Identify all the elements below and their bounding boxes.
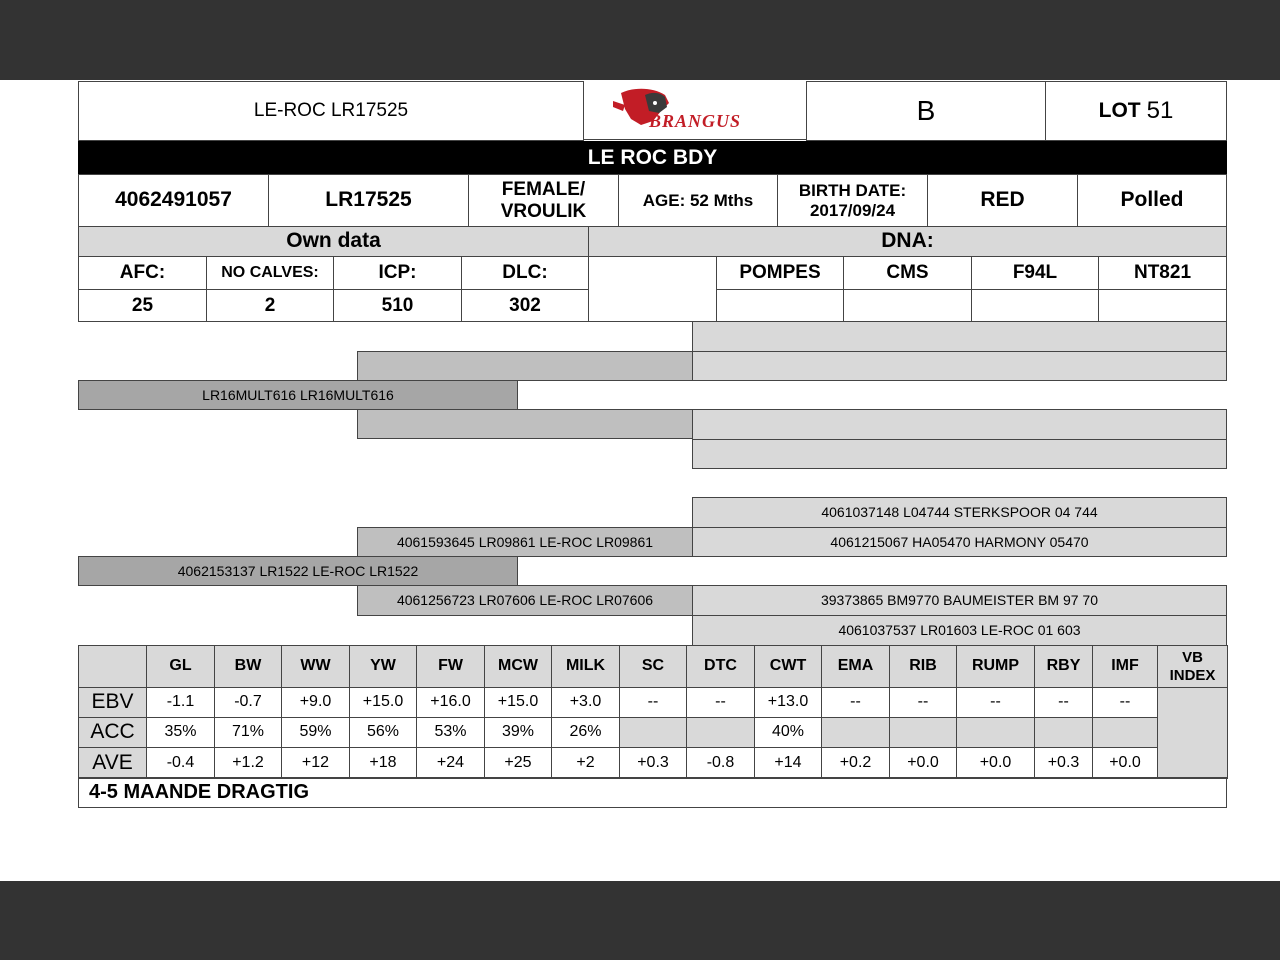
ebv-header-imf: IMF [1092,645,1158,688]
dam-sire: 4061593645 LR09861 LE-ROC LR09861 [357,527,693,557]
dam-dam-sire: 39373865 BM9770 BAUMEISTER BM 97 70 [692,585,1227,616]
ebv-cell-ave-gl: -0.4 [146,747,215,779]
ebv-header-gl: GL [146,645,215,688]
horn-status: Polled [1077,174,1227,227]
ebv-cell-acc-imf [1092,717,1158,748]
dna-value-pompes [716,289,844,322]
birth-label: BIRTH DATE: [798,180,907,200]
ebv-cell-acc-yw: 56% [349,717,417,748]
sex [468,174,619,227]
ebv-row-label-ave: AVE [78,747,147,779]
grade: B [806,81,1046,141]
ebv-row-label-ebv: EBV [78,687,147,718]
own-header-icp: ICP: [333,256,462,290]
dam-dam-dam: 4061037537 LR01603 LE-ROC 01 603 [692,615,1227,646]
ebv-cell-acc-fw: 53% [416,717,485,748]
dna-header-pompes: POMPES [716,256,844,290]
ebv-vb-index-value [1157,687,1228,779]
ebv-cell-ebv-rump: -- [956,687,1035,718]
ebv-cell-ave-mcw: +25 [484,747,552,779]
ebv-cell-ave-rump: +0.0 [956,747,1035,779]
ebv-cell-ebv-mcw: +15.0 [484,687,552,718]
dna-value-cms [843,289,972,322]
ebv-cell-ave-milk: +2 [551,747,620,779]
sire-dam-dam [692,439,1227,469]
dna-blank-cell [588,256,717,322]
ebv-cell-acc-sc [619,717,687,748]
dam: 4062153137 LR1522 LE-ROC LR1522 [78,556,518,586]
birth-date-value: 2017/09/24 [809,200,896,220]
ebv-cell-ebv-ema: -- [821,687,890,718]
ebv-cell-acc-mcw: 39% [484,717,552,748]
ebv-cell-ave-dtc: -0.8 [686,747,755,779]
own-header-calves: NO CALVES: [206,256,334,290]
ebv-header-corner [78,645,147,688]
animal-name: LE-ROC LR17525 [78,81,584,141]
sire-dam-sire [692,409,1227,440]
logo-text: BRANGUS [649,111,742,131]
brangus-logo [583,81,807,140]
ebv-header-milk: MILK [551,645,620,688]
ebv-cell-ebv-bw: -0.7 [214,687,282,718]
ebv-cell-acc-gl: 35% [146,717,215,748]
own-value-icp: 510 [333,289,462,322]
dam-sire-dam: 4061215067 HA05470 HARMONY 05470 [692,527,1227,557]
ebv-header-rby: RBY [1034,645,1093,688]
own-value-dlc: 302 [461,289,589,322]
sex-line2: VROULIK [500,200,587,222]
ebv-cell-ebv-gl: -1.1 [146,687,215,718]
ebv-cell-ebv-yw: +15.0 [349,687,417,718]
sire-sire [357,351,693,381]
sire-sire-sire [692,321,1227,352]
age: AGE: 52 Mths [618,174,778,227]
ebv-header-dtc: DTC [686,645,755,688]
dna-header-f94l: F94L [971,256,1099,290]
ebv-cell-acc-rump [956,717,1035,748]
animal-title: LE ROC BDY [78,141,1227,175]
ebv-header-yw: YW [349,645,417,688]
ebv-header-cwt: CWT [754,645,822,688]
ebv-cell-acc-rby [1034,717,1093,748]
dna-value-nt821 [1098,289,1227,322]
ebv-cell-ebv-cwt: +13.0 [754,687,822,718]
dna-title: DNA: [588,226,1227,257]
ebv-cell-ave-rby: +0.3 [1034,747,1093,779]
colour: RED [927,174,1078,227]
pregnancy-note: 4-5 MAANDE DRAGTIG [78,777,1227,808]
dam-dam: 4061256723 LR07606 LE-ROC LR07606 [357,585,693,616]
dam-sire-sire: 4061037148 L04744 STERKSPOOR 04 744 [692,497,1227,528]
ebv-cell-acc-ww: 59% [281,717,350,748]
ebv-row-label-acc: ACC [78,717,147,748]
ebv-cell-acc-dtc [686,717,755,748]
ebv-cell-ave-yw: +18 [349,747,417,779]
ebv-header-ww: WW [281,645,350,688]
lot-number: 51 [1146,97,1174,125]
own-value-afc: 25 [78,289,207,322]
own-header-afc: AFC: [78,256,207,290]
ebv-header-fw: FW [416,645,485,688]
ebv-header-vb-index [1157,645,1228,688]
ebv-cell-ave-fw: +24 [416,747,485,779]
ebv-header-bw: BW [214,645,282,688]
ebv-header-ema: EMA [821,645,890,688]
ebv-cell-acc-rib [889,717,957,748]
bottom-dark-band [0,881,1280,960]
ebv-header-rump: RUMP [956,645,1035,688]
ebv-cell-acc-cwt: 40% [754,717,822,748]
sex-line1: FEMALE/ [501,178,586,200]
ebv-cell-ave-cwt: +14 [754,747,822,779]
ebv-cell-ebv-rby: -- [1034,687,1093,718]
own-data-title: Own data [78,226,589,257]
ebv-cell-ebv-ww: +9.0 [281,687,350,718]
ebv-cell-ebv-fw: +16.0 [416,687,485,718]
dna-header-nt821: NT821 [1098,256,1227,290]
ebv-cell-acc-ema [821,717,890,748]
ebv-cell-ebv-milk: +3.0 [551,687,620,718]
vb-index-index-line1: VB [1182,649,1203,667]
ebv-cell-ave-ema: +0.2 [821,747,890,779]
ebv-cell-ebv-rib: -- [889,687,957,718]
ebv-cell-ave-imf: +0.0 [1092,747,1158,779]
lot-box [1045,81,1227,141]
own-value-calves: 2 [206,289,334,322]
dna-header-cms: CMS [843,256,972,290]
ebv-header-sc: SC [619,645,687,688]
sire: LR16MULT616 LR16MULT616 [78,380,518,410]
ebv-header-mcw: MCW [484,645,552,688]
ebv-cell-acc-milk: 26% [551,717,620,748]
ebv-cell-ebv-imf: -- [1092,687,1158,718]
ebv-cell-ebv-sc: -- [619,687,687,718]
top-dark-band [0,0,1280,80]
ebv-cell-ave-ww: +12 [281,747,350,779]
ebv-cell-ave-sc: +0.3 [619,747,687,779]
birth-date [777,174,928,227]
ebv-cell-acc-bw: 71% [214,717,282,748]
ear-tag: LR17525 [268,174,469,227]
vb-index-index-line2: INDEX [1169,666,1216,684]
reg-number: 4062491057 [78,174,269,227]
ebv-cell-ave-bw: +1.2 [214,747,282,779]
lot-label: LOT [1098,98,1141,122]
sire-sire-dam [692,351,1227,381]
ebv-cell-ave-rib: +0.0 [889,747,957,779]
sire-dam [357,409,693,439]
own-header-dlc: DLC: [461,256,589,290]
ebv-cell-ebv-dtc: -- [686,687,755,718]
dna-value-f94l [971,289,1099,322]
ebv-header-rib: RIB [889,645,957,688]
